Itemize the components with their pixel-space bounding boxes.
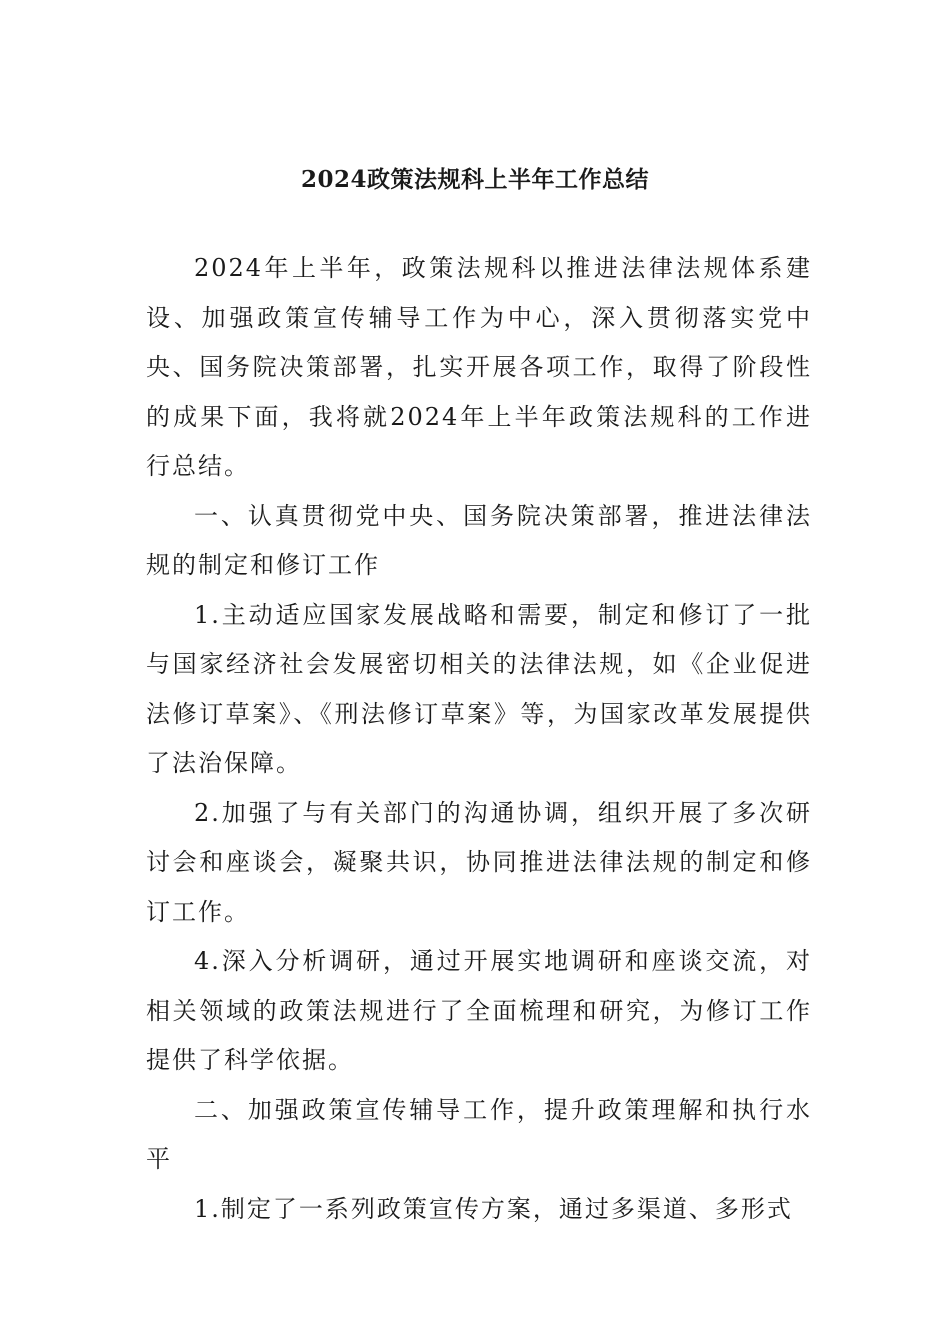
document-title: 2024政策法规科上半年工作总结	[300, 166, 649, 193]
section-heading-1: 一、认真贯彻党中央、国务院决策部署，推进法律法规的制定和修订工作	[146, 501, 812, 579]
paragraph-item-1-2: 2.加强了与有关部门的沟通协调，组织开展了多次研讨会和座谈会，凝聚共识，协同推进法律法规的制定和修订工作。	[146, 798, 812, 926]
paragraph-item-2-1: 1.制定了一系列政策宣传方案，通过多渠道、多形式	[194, 1194, 793, 1223]
paragraph-item-1-4: 4.深入分析调研，通过开展实地调研和座谈交流，对相关领域的政策法规进行了全面梳理和研究，为修订工作提供了科学依据。	[146, 947, 812, 1074]
paragraph-intro: 2024年上半年，政策法规科以推进法律法规体系建设、加强政策宣传辅导工作为中心，深入贯彻落实党中央、国务院决策部署，扎实开展各项工作，取得了阶段性的成果下面，我将就2024年上半年政策法规科的工作进行总结。	[146, 254, 812, 480]
section-heading-2: 二、加强政策宣传辅导工作，提升政策理解和执行水平	[146, 1095, 812, 1173]
document-body	[146, 244, 812, 1234]
paragraph-item-1-1: 1.主动适应国家发展战略和需要，制定和修订了一批与国家经济社会发展密切相关的法律法规，如《企业促进法修订草案》、《刑法修订草案》等，为国家改革发展提供了法治保障。	[146, 600, 812, 777]
